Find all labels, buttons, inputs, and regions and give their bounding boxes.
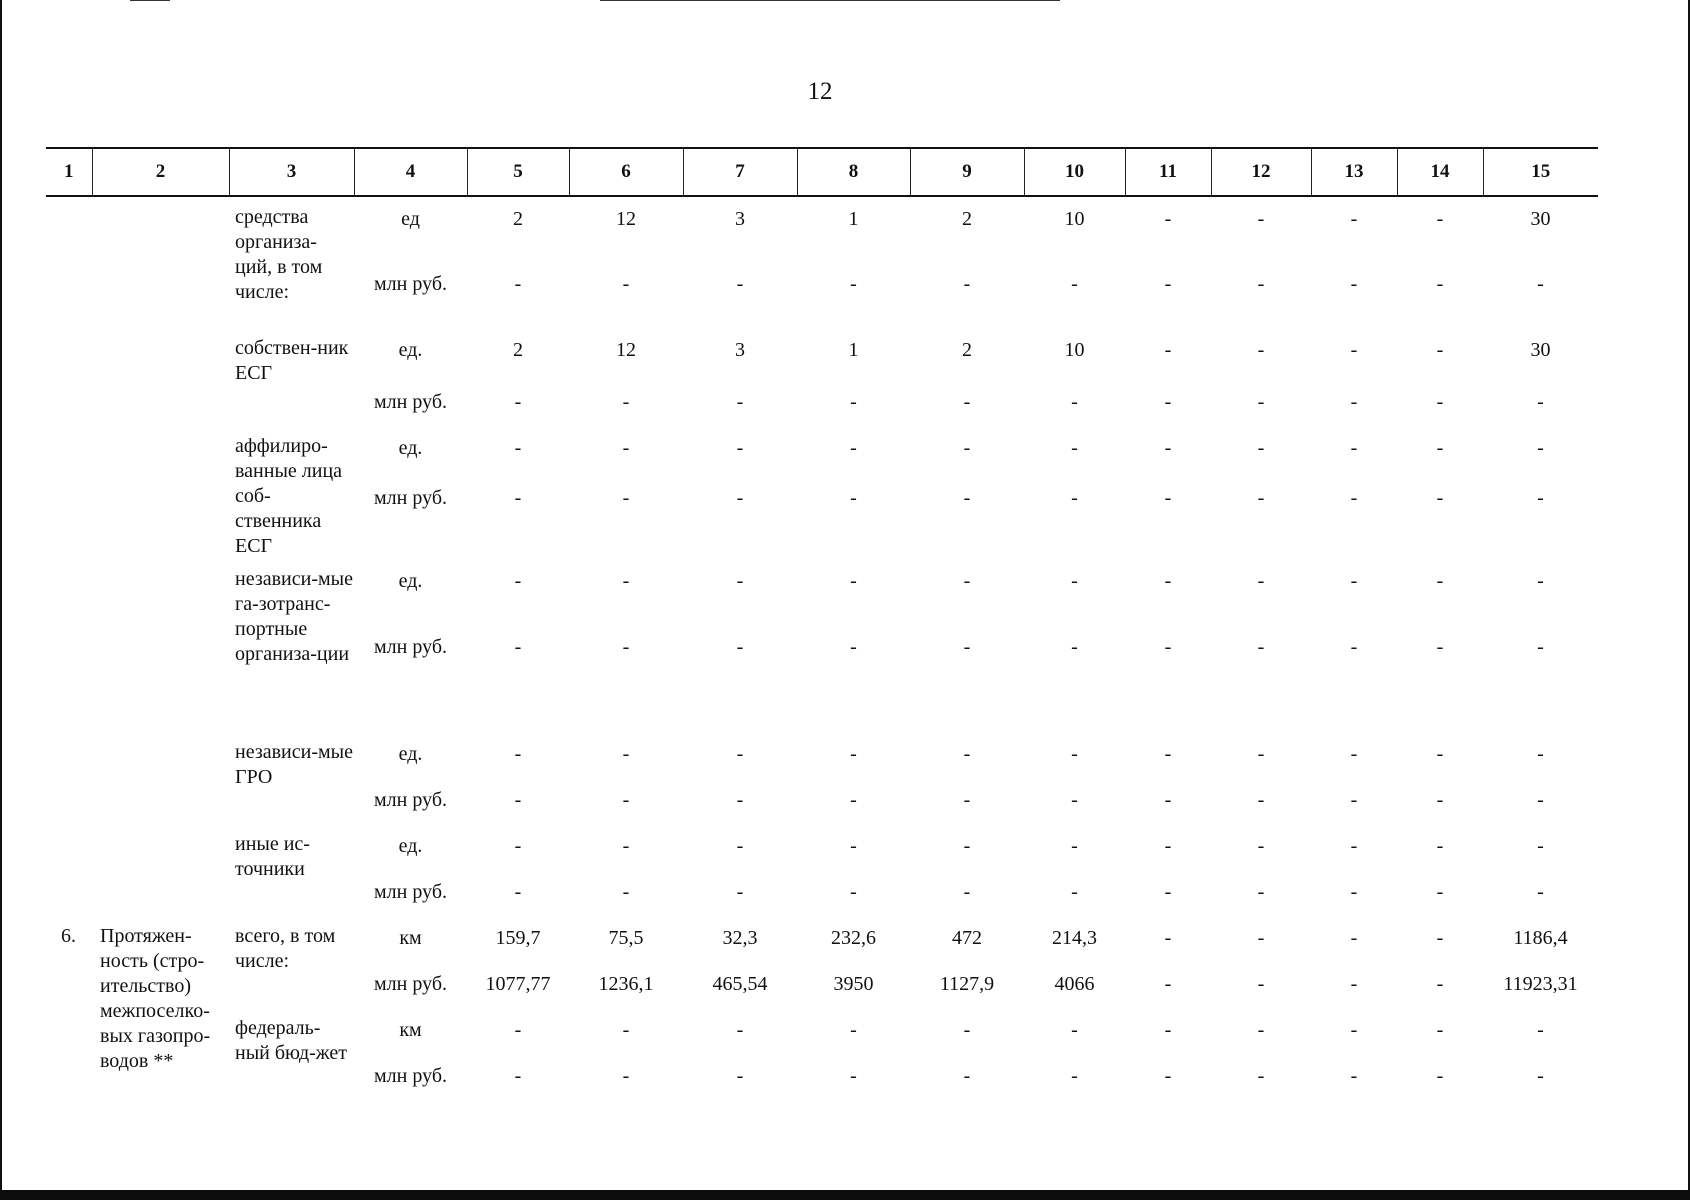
- value-cell: -: [850, 789, 857, 811]
- value-cell: -: [1257, 437, 1265, 459]
- value-cell: -: [1537, 273, 1544, 295]
- value-cell: -: [1350, 1065, 1358, 1087]
- funding-source: независи-мые ГРО: [235, 741, 353, 788]
- value-cell: 11923,31: [1503, 973, 1578, 995]
- unit-cell: млн руб.: [374, 881, 447, 903]
- value-cell: -: [850, 1019, 857, 1041]
- value-cell: -: [1350, 881, 1358, 903]
- value-cell: -: [736, 1065, 744, 1087]
- value-cell: -: [1537, 391, 1544, 413]
- value-cell: -: [963, 1065, 971, 1087]
- value-cell: 2: [962, 208, 972, 230]
- table-row: [46, 916, 1598, 962]
- value-cell: -: [963, 835, 971, 857]
- value-cell: 2: [962, 339, 972, 361]
- header-cell: 1: [46, 148, 92, 196]
- header-cell: 5: [467, 148, 569, 196]
- value-cell: 1127,9: [939, 973, 995, 995]
- value-cell: -: [622, 570, 630, 592]
- header-cell: 13: [1311, 148, 1397, 196]
- table-row: [46, 559, 1598, 625]
- unit-cell: млн руб.: [374, 973, 447, 995]
- value-cell: -: [1071, 273, 1078, 295]
- value-cell: 12: [616, 339, 636, 361]
- header-cell: 10: [1024, 148, 1125, 196]
- value-cell: -: [622, 789, 630, 811]
- section-name: Протяжен-ность (стро-ительство) межпоселко-вых газопро-водов **: [100, 925, 211, 1072]
- value-cell: -: [1436, 391, 1444, 413]
- data-table: [46, 147, 1598, 1100]
- value-cell: -: [850, 486, 857, 509]
- value-cell: -: [514, 273, 522, 295]
- funding-source: иные ис-точники: [235, 833, 310, 880]
- value-cell: -: [1164, 486, 1172, 509]
- value-cell: -: [514, 570, 522, 592]
- value-cell: -: [1537, 437, 1544, 459]
- value-cell: -: [622, 391, 630, 413]
- value-cell: -: [1257, 789, 1265, 811]
- value-cell: -: [1436, 636, 1444, 658]
- value-cell: -: [1436, 486, 1444, 509]
- value-cell: -: [963, 1019, 971, 1041]
- value-cell: 1236,1: [598, 973, 654, 995]
- value-cell: -: [850, 273, 857, 295]
- unit-cell: ед.: [398, 835, 423, 857]
- header-row: [46, 148, 1598, 196]
- header-cell: 2: [92, 148, 229, 196]
- value-cell: -: [622, 1019, 630, 1041]
- value-cell: -: [1350, 927, 1358, 949]
- value-cell: -: [1436, 789, 1444, 811]
- value-cell: -: [963, 273, 971, 295]
- value-cell: -: [963, 391, 971, 413]
- value-cell: -: [963, 636, 971, 658]
- funding-source: независи-мые га-зотранс-портные организа-ции: [235, 568, 353, 665]
- value-cell: -: [850, 835, 857, 857]
- value-cell: -: [1537, 1019, 1544, 1041]
- value-cell: -: [1071, 1065, 1078, 1087]
- scan-artifact-line: [600, 0, 1060, 1]
- value-cell: -: [736, 391, 744, 413]
- value-cell: -: [622, 273, 630, 295]
- value-cell: -: [1071, 391, 1078, 413]
- value-cell: -: [1537, 743, 1544, 765]
- section-number: 6.: [61, 925, 76, 947]
- header-cell: 11: [1125, 148, 1211, 196]
- value-cell: 465,54: [712, 973, 768, 995]
- value-cell: 3950: [833, 973, 874, 995]
- value-cell: 472: [952, 927, 982, 949]
- value-cell: -: [1164, 835, 1172, 857]
- value-cell: 159,7: [495, 927, 541, 949]
- value-cell: -: [1164, 636, 1172, 658]
- value-cell: -: [1350, 743, 1358, 765]
- value-cell: -: [736, 743, 744, 765]
- page-number: 12: [807, 78, 833, 105]
- value-cell: -: [1436, 835, 1444, 857]
- value-cell: -: [1257, 881, 1265, 903]
- unit-cell: млн руб.: [374, 486, 447, 509]
- value-cell: 232,6: [831, 927, 876, 949]
- value-cell: -: [1350, 789, 1358, 811]
- value-cell: -: [1257, 835, 1265, 857]
- value-cell: -: [1257, 973, 1265, 995]
- value-cell: -: [622, 636, 630, 658]
- unit-cell: км: [399, 927, 422, 949]
- scan-bottom-edge: [0, 1190, 1690, 1200]
- value-cell: -: [514, 1019, 522, 1041]
- header-cell: 14: [1397, 148, 1483, 196]
- header-cell: 4: [354, 148, 467, 196]
- header-cell: 7: [683, 148, 797, 196]
- value-cell: 2: [513, 339, 523, 361]
- value-cell: 12: [616, 208, 636, 230]
- value-cell: -: [1537, 835, 1544, 857]
- value-cell: -: [514, 437, 522, 459]
- value-cell: -: [1164, 339, 1172, 361]
- value-cell: -: [850, 636, 857, 658]
- value-cell: -: [1071, 835, 1078, 857]
- unit-cell: ед: [401, 208, 420, 230]
- value-cell: 32,3: [722, 927, 758, 949]
- value-cell: -: [1071, 437, 1078, 459]
- value-cell: -: [963, 789, 971, 811]
- empty-number-cell: [46, 196, 92, 916]
- unit-cell: ед.: [398, 339, 423, 361]
- value-cell: -: [736, 486, 744, 509]
- value-cell: -: [1164, 927, 1172, 949]
- value-cell: -: [1257, 339, 1265, 361]
- value-cell: -: [1257, 1019, 1265, 1041]
- value-cell: -: [1350, 973, 1358, 995]
- value-cell: -: [1436, 973, 1444, 995]
- value-cell: -: [1257, 570, 1265, 592]
- value-cell: -: [1350, 835, 1358, 857]
- value-cell: -: [1350, 570, 1358, 592]
- value-cell: -: [1537, 570, 1544, 592]
- value-cell: -: [736, 835, 744, 857]
- value-cell: -: [850, 881, 857, 903]
- value-cell: -: [736, 570, 744, 592]
- unit-cell: ед.: [398, 570, 423, 592]
- value-cell: -: [1537, 486, 1544, 509]
- funding-source: собствен-ник ЕСГ: [235, 337, 349, 384]
- value-cell: 214,3: [1052, 927, 1097, 949]
- value-cell: -: [1257, 743, 1265, 765]
- value-cell: 3: [735, 208, 745, 230]
- header-cell: 9: [910, 148, 1024, 196]
- value-cell: 10: [1064, 339, 1085, 361]
- value-cell: -: [736, 1019, 744, 1041]
- value-cell: -: [1257, 1065, 1265, 1087]
- value-cell: -: [1071, 570, 1078, 592]
- unit-cell: млн руб.: [374, 789, 447, 811]
- value-cell: 1: [848, 339, 859, 361]
- value-cell: -: [1350, 437, 1358, 459]
- value-cell: -: [514, 835, 522, 857]
- value-cell: -: [736, 636, 744, 658]
- table-row: [46, 824, 1598, 870]
- value-cell: -: [1350, 273, 1358, 295]
- value-cell: -: [850, 437, 857, 459]
- header-cell: 12: [1211, 148, 1311, 196]
- value-cell: 30: [1530, 339, 1551, 361]
- value-cell: -: [1436, 570, 1444, 592]
- value-cell: -: [736, 437, 744, 459]
- value-cell: -: [1071, 743, 1078, 765]
- value-cell: 10: [1064, 208, 1085, 230]
- value-cell: -: [1257, 273, 1265, 295]
- value-cell: -: [1071, 789, 1078, 811]
- value-cell: -: [1436, 927, 1444, 949]
- value-cell: -: [1257, 636, 1265, 658]
- value-cell: -: [1537, 789, 1544, 811]
- value-cell: -: [1164, 743, 1172, 765]
- table-row: [46, 328, 1598, 380]
- value-cell: 1186,4: [1513, 927, 1568, 949]
- unit-cell: млн руб.: [374, 1065, 447, 1087]
- value-cell: 3: [735, 339, 745, 361]
- value-cell: -: [1164, 391, 1172, 413]
- unit-cell: ед.: [398, 743, 423, 765]
- value-cell: -: [622, 743, 630, 765]
- value-cell: -: [1350, 636, 1358, 658]
- value-cell: -: [1257, 486, 1265, 509]
- header-cell: 6: [569, 148, 683, 196]
- header-cell: 15: [1483, 148, 1598, 196]
- value-cell: -: [850, 1065, 857, 1087]
- value-cell: -: [622, 437, 630, 459]
- value-cell: -: [1537, 881, 1544, 903]
- value-cell: -: [1350, 339, 1358, 361]
- funding-source: всего, в том числе:: [235, 925, 336, 972]
- value-cell: -: [1537, 1065, 1544, 1087]
- value-cell: -: [1537, 636, 1544, 658]
- value-cell: 2: [513, 208, 523, 230]
- table-row: [46, 732, 1598, 778]
- value-cell: -: [1164, 437, 1172, 459]
- value-cell: -: [963, 486, 971, 509]
- value-cell: -: [1164, 570, 1172, 592]
- value-cell: -: [514, 391, 522, 413]
- unit-cell: млн руб.: [374, 391, 447, 413]
- table-body: [46, 196, 1598, 1100]
- funding-source: аффилиро-ванные лица соб-ственника ЕСГ: [235, 435, 343, 557]
- value-cell: 1077,77: [485, 973, 551, 995]
- value-cell: -: [514, 1065, 522, 1087]
- table-row: [46, 426, 1598, 476]
- value-cell: -: [622, 486, 630, 509]
- funding-source: средства организа-ций, в том числе:: [235, 206, 323, 303]
- value-cell: -: [1164, 208, 1172, 230]
- value-cell: -: [1257, 927, 1265, 949]
- value-cell: -: [963, 881, 971, 903]
- value-cell: -: [736, 881, 744, 903]
- unit-cell: ед.: [398, 437, 423, 459]
- header-cell: 3: [229, 148, 354, 196]
- value-cell: -: [1071, 881, 1078, 903]
- value-cell: -: [1164, 881, 1172, 903]
- value-cell: -: [1350, 391, 1358, 413]
- value-cell: -: [963, 570, 971, 592]
- value-cell: -: [514, 881, 522, 903]
- value-cell: -: [622, 835, 630, 857]
- value-cell: -: [1257, 208, 1265, 230]
- value-cell: -: [1164, 789, 1172, 811]
- unit-cell: км: [399, 1019, 422, 1041]
- value-cell: -: [1071, 1019, 1078, 1041]
- value-cell: -: [514, 743, 522, 765]
- value-cell: 75,5: [608, 927, 644, 949]
- value-cell: -: [1350, 208, 1358, 230]
- table-row: [46, 1008, 1598, 1054]
- unit-cell: млн руб.: [374, 273, 447, 295]
- value-cell: -: [1164, 1065, 1172, 1087]
- value-cell: -: [850, 570, 857, 592]
- unit-cell: млн руб.: [374, 636, 447, 658]
- value-cell: 1: [848, 208, 859, 230]
- value-cell: -: [514, 789, 522, 811]
- value-cell: -: [1164, 1019, 1172, 1041]
- value-cell: -: [1350, 1019, 1358, 1041]
- table-row: [46, 196, 1598, 262]
- value-cell: -: [1436, 1065, 1444, 1087]
- value-cell: -: [1436, 273, 1444, 295]
- value-cell: 4066: [1054, 973, 1095, 995]
- value-cell: -: [1436, 881, 1444, 903]
- value-cell: -: [850, 743, 857, 765]
- value-cell: -: [1436, 437, 1444, 459]
- scan-artifact-line: [130, 0, 170, 1]
- value-cell: -: [514, 636, 522, 658]
- value-cell: -: [1257, 391, 1265, 413]
- value-cell: -: [736, 273, 744, 295]
- value-cell: -: [1164, 973, 1172, 995]
- funding-source: федераль-ный бюд-жет: [235, 1017, 347, 1064]
- header-cell: 8: [797, 148, 910, 196]
- value-cell: 30: [1530, 208, 1551, 230]
- value-cell: -: [1436, 208, 1444, 230]
- data-table-container: [46, 147, 1598, 1100]
- empty-section-cell: [92, 196, 229, 916]
- value-cell: -: [963, 437, 971, 459]
- value-cell: -: [850, 391, 857, 413]
- value-cell: -: [963, 743, 971, 765]
- value-cell: -: [514, 486, 522, 509]
- value-cell: -: [1071, 486, 1078, 509]
- value-cell: -: [1350, 486, 1358, 509]
- value-cell: -: [1436, 1019, 1444, 1041]
- value-cell: -: [1436, 339, 1444, 361]
- value-cell: -: [622, 1065, 630, 1087]
- value-cell: -: [1071, 636, 1078, 658]
- value-cell: -: [1436, 743, 1444, 765]
- value-cell: -: [1164, 273, 1172, 295]
- value-cell: -: [622, 881, 630, 903]
- value-cell: -: [736, 789, 744, 811]
